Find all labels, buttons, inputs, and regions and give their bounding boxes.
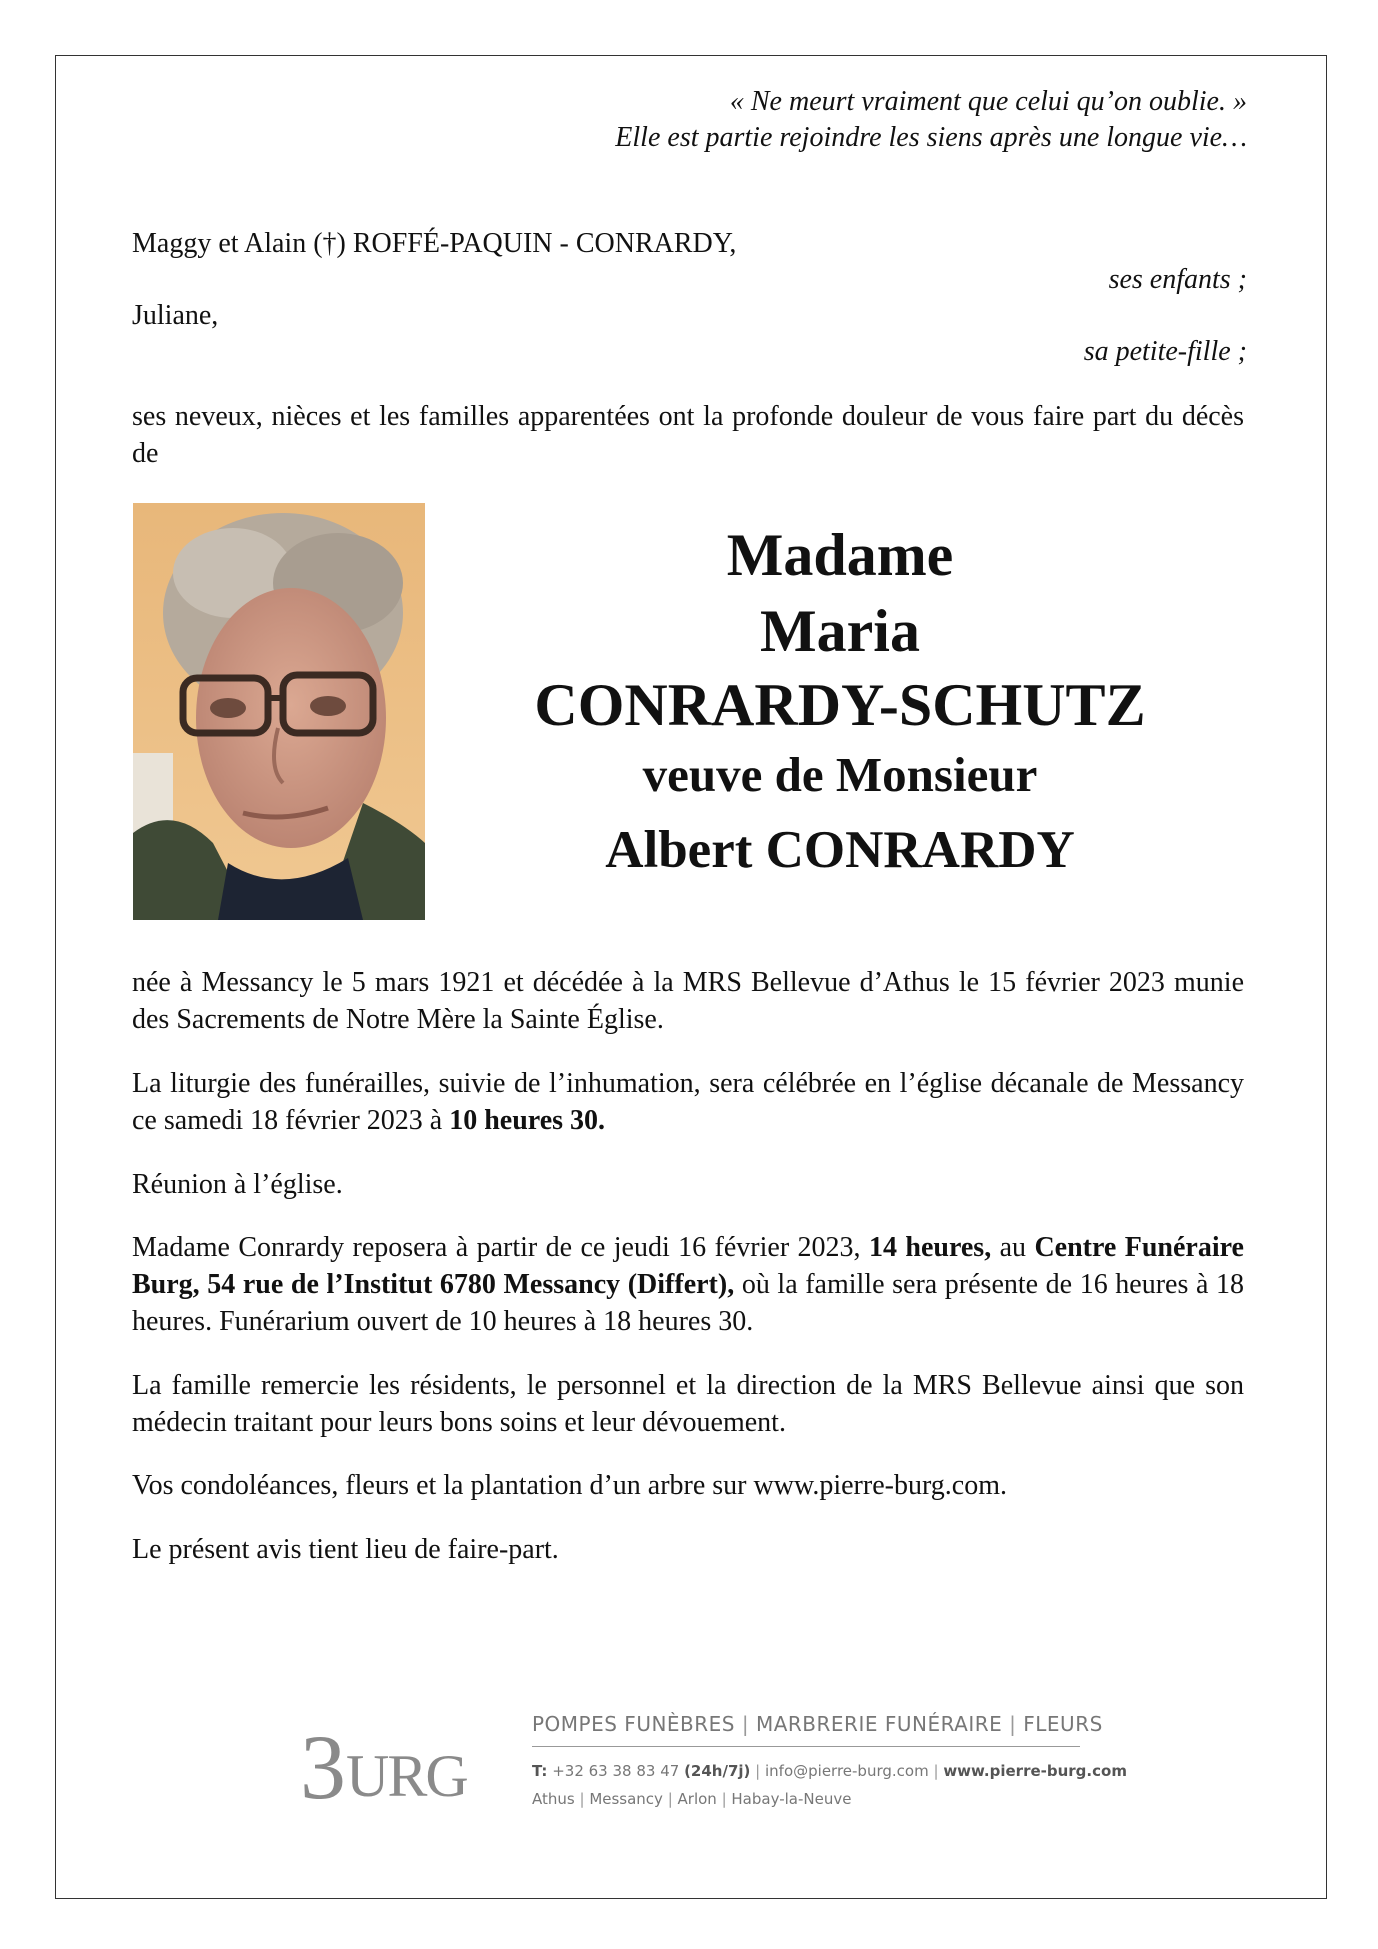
announcement-paragraph: ses neveux, nièces et les familles apparentées ont la profonde douleur de vous faire part du décès de <box>132 401 1244 469</box>
condolences-paragraph: Vos condoléances, fleurs et la plantation d’un arbre sur www.pierre-burg.com. <box>132 1470 1007 1501</box>
deceased-surname: CONRARDY-SCHUTZ <box>534 672 1146 738</box>
viewing-text-a: Madame Conrardy reposera à partir de ce jeudi 16 février 2023, <box>132 1232 869 1263</box>
town-athus: Athus <box>532 1790 575 1808</box>
notice-paragraph: Le présent avis tient lieu de faire-part. <box>132 1534 559 1565</box>
svg-text:URG: URG <box>346 1743 467 1809</box>
service-marble: MARBRERIE FUNÉRAIRE <box>755 1712 1003 1736</box>
quote-line-2: Elle est partie rejoindre les siens après une longue vie… <box>615 122 1247 153</box>
town-habay: Habay-la-Neuve <box>731 1790 852 1808</box>
children-names: Maggy et Alain (†) ROFFÉ-PAQUIN - CONRARDY, <box>132 228 737 259</box>
viewing-time: 14 heures, <box>868 1232 992 1263</box>
viewing-text-c: au <box>991 1232 1035 1263</box>
footer-towns: Athus | Messancy | Arlon | Habay-la-Neuve <box>532 1790 852 1808</box>
service-funerals: POMPES FUNÈBRES <box>532 1712 735 1736</box>
deceased-first-name: Maria <box>760 598 920 664</box>
email-link[interactable]: info@pierre-burg.com <box>765 1762 929 1780</box>
epitaph-quote <box>615 84 1247 156</box>
phone-label: T: <box>532 1762 548 1780</box>
viewing-text-e: où la famille sera présente de 16 heures à 18 heures. Funérarium ouvert de 10 heures à 18 heures 30. <box>132 1269 1244 1337</box>
service-flowers: FLEURS <box>1023 1712 1103 1736</box>
town-arlon: Arlon <box>677 1790 717 1808</box>
phone-hours: (24h/7j) <box>684 1762 751 1780</box>
thanks-paragraph: La famille remercie les résidents, le personnel et la direction de la MRS Bellevue ainsi que son médecin traitant pour leurs bons soins et leur dévouement. <box>132 1370 1244 1438</box>
viewing-paragraph <box>132 1229 1244 1340</box>
children-role: ses enfants ; <box>1108 264 1247 295</box>
deceased-title: Madame <box>726 522 954 588</box>
funeral-text: La liturgie des funérailles, suivie de l’inhumation, sera célébrée en l’église décanale de Messancy ce samedi 18 février 2023 à <box>132 1068 1244 1136</box>
phone-number: +32 63 38 83 47 <box>552 1762 680 1780</box>
footer-contact: T: +32 63 38 83 47 (24h/7j) | info@pierre-burg.com | www.pierre-burg.com <box>532 1762 1127 1780</box>
quote-line-1: « Ne meurt vraiment que celui qu’on oublie. » <box>729 86 1247 117</box>
funeral-time: 10 heures 30. <box>449 1105 606 1136</box>
widow-of-label: veuve de Monsieur <box>642 747 1038 802</box>
spouse-name: Albert CONRARDY <box>605 821 1075 879</box>
grandchild-name: Juliane, <box>132 300 219 331</box>
birth-death-paragraph: née à Messancy le 5 mars 1921 et décédée à la MRS Bellevue d’Athus le 15 février 2023 munie des Sacrements de Notre Mère la Sainte Église. <box>132 967 1244 1035</box>
svg-text:3: 3 <box>300 1716 346 1810</box>
burg-logo <box>300 1710 490 1810</box>
meeting-paragraph: Réunion à l’église. <box>132 1169 343 1200</box>
town-messancy: Messancy <box>589 1790 663 1808</box>
grandchild-role: sa petite-fille ; <box>1083 336 1247 367</box>
funeral-paragraph <box>132 1065 1244 1139</box>
portrait-photo <box>133 503 425 920</box>
website-link[interactable]: www.pierre-burg.com <box>943 1762 1127 1780</box>
footer-divider <box>532 1746 1080 1747</box>
funeral-center-address: Centre Funéraire Burg, 54 rue de l’Institut 6780 Messancy (Differt), <box>132 1232 1244 1300</box>
footer-services: POMPES FUNÈBRES | MARBRERIE FUNÉRAIRE | FLEURS <box>532 1712 1103 1736</box>
